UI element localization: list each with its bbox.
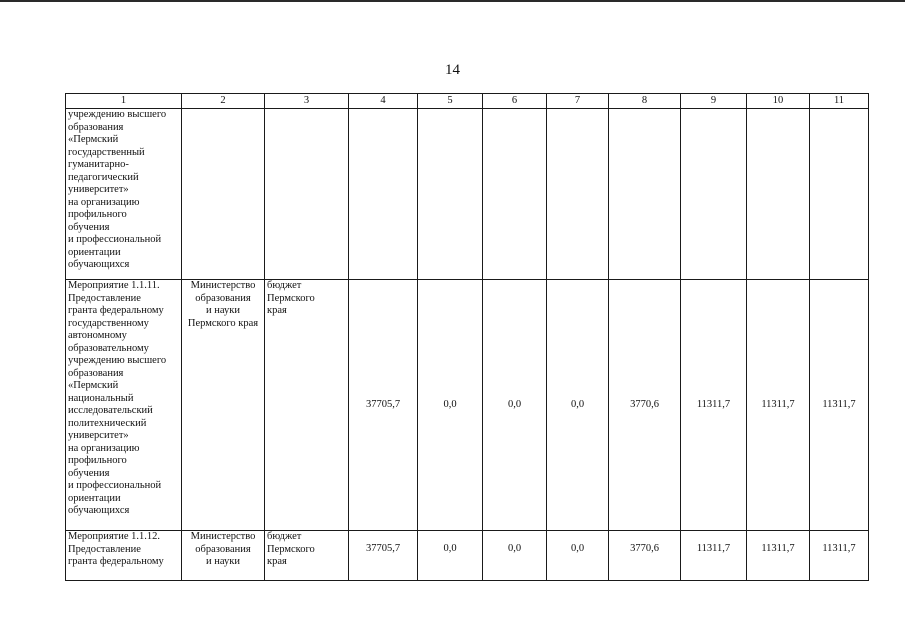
page-number: 14 bbox=[445, 62, 460, 78]
responsible-cell: Министерство образования и науки bbox=[182, 531, 265, 581]
amount-cell: 3770,6 bbox=[609, 280, 681, 531]
activity-description-cell: Мероприятие 1.1.12. Предоставление гранта федеральному bbox=[66, 531, 182, 581]
responsible-cell bbox=[182, 109, 265, 280]
amount-cell bbox=[483, 109, 547, 280]
table-row bbox=[66, 109, 869, 280]
activity-description-cell: учреждению высшего образования «Пермский государственный гуманитарно- педагогический университет» на организацию профильного обучения и профессиональной ориентации обучающихся bbox=[66, 109, 182, 280]
funding-source-cell bbox=[265, 109, 349, 280]
amount-cell: 37705,7 bbox=[349, 531, 418, 581]
table-row bbox=[66, 531, 869, 581]
program-table bbox=[65, 93, 869, 581]
amount-cell: 3770,6 bbox=[609, 531, 681, 581]
column-header: 10 bbox=[747, 94, 810, 109]
amount-cell: 11311,7 bbox=[747, 531, 810, 581]
amount-cell bbox=[349, 109, 418, 280]
column-header: 6 bbox=[483, 94, 547, 109]
amount-cell: 11311,7 bbox=[810, 280, 869, 531]
column-header: 5 bbox=[418, 94, 483, 109]
amount-cell: 0,0 bbox=[418, 531, 483, 581]
amount-cell bbox=[681, 109, 747, 280]
column-header: 2 bbox=[182, 94, 265, 109]
amount-cell: 11311,7 bbox=[810, 531, 869, 581]
amount-cell: 11311,7 bbox=[747, 280, 810, 531]
column-header: 8 bbox=[609, 94, 681, 109]
table-header-row bbox=[66, 94, 869, 109]
column-header: 7 bbox=[547, 94, 609, 109]
amount-cell: 0,0 bbox=[483, 531, 547, 581]
table-row bbox=[66, 280, 869, 531]
column-header: 3 bbox=[265, 94, 349, 109]
column-header: 4 bbox=[349, 94, 418, 109]
amount-cell bbox=[810, 109, 869, 280]
funding-source-cell: бюджет Пермского края bbox=[265, 531, 349, 581]
column-header: 9 bbox=[681, 94, 747, 109]
funding-source-cell: бюджет Пермского края bbox=[265, 280, 349, 531]
amount-cell: 0,0 bbox=[547, 280, 609, 531]
responsible-cell: Министерство образования и науки Пермского края bbox=[182, 280, 265, 531]
amount-cell: 0,0 bbox=[547, 531, 609, 581]
amount-cell bbox=[609, 109, 681, 280]
amount-cell bbox=[547, 109, 609, 280]
amount-cell: 37705,7 bbox=[349, 280, 418, 531]
amount-cell: 0,0 bbox=[418, 280, 483, 531]
page-top-edge bbox=[0, 0, 905, 2]
amount-cell bbox=[418, 109, 483, 280]
column-header: 11 bbox=[810, 94, 869, 109]
amount-cell bbox=[747, 109, 810, 280]
column-header: 1 bbox=[66, 94, 182, 109]
activity-description-cell: Мероприятие 1.1.11. Предоставление гранта федеральному государственному автономному образовательному учреждению высшего образования «Пермский национальный исследовательский политехнический университет» на организацию профильного обучения и профессиональной ориентации обучающихся bbox=[66, 280, 182, 531]
amount-cell: 0,0 bbox=[483, 280, 547, 531]
amount-cell: 11311,7 bbox=[681, 280, 747, 531]
amount-cell: 11311,7 bbox=[681, 531, 747, 581]
